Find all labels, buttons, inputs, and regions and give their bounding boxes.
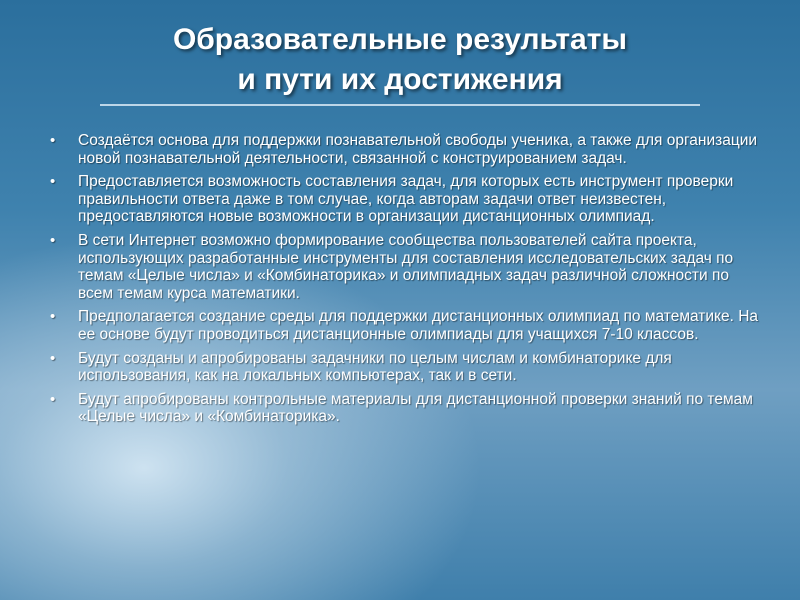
bullet-item	[50, 132, 760, 167]
slide-title-line-1: Образовательные результаты	[172, 23, 628, 56]
bullet-dot-icon: •	[50, 308, 56, 326]
bullet-item	[50, 173, 760, 226]
bullet-dot-icon: •	[50, 173, 56, 191]
bullet-item	[50, 391, 760, 426]
bullet-item	[50, 350, 760, 385]
bullet-text: Создаётся основа для поддержки познавательной свободы ученика, а также для организации новой познавательной деятельности, связанной с конструированием задач.	[78, 132, 758, 167]
slide-title	[100, 20, 700, 100]
title-divider	[100, 104, 700, 106]
bullet-item	[50, 308, 760, 343]
bullet-dot-icon: •	[50, 390, 56, 408]
bullet-text: В сети Интернет возможно формирование сообщества пользователей сайта проекта, использующих разработанные инструменты для составления исследовательских задач по темам «Целые числа» и «Комбинаторика» и олимпиадных задач различной сложности по всем темам курса математики.	[78, 231, 734, 302]
bullet-text: Будут созданы и апробированы задачники по целым числам и комбинаторике для использования, как на локальных компьютерах, так и в сети.	[78, 349, 672, 385]
bullet-list	[50, 132, 760, 432]
bullet-dot-icon: •	[50, 349, 56, 367]
slide-title-line-2: и пути их достижения	[237, 63, 563, 96]
bullet-text: Предполагается создание среды для поддержки дистанционных олимпиад по математике. На ее основе будут проводиться дистанционные олимпиады для учащихся 7-10 классов.	[78, 308, 759, 343]
bullet-text: Предоставляется возможность составления задач, для которых есть инструмент проверки правильности ответа даже в том случае, когда авторам задачи ответ неизвестен, предоставляются новые возможности в организации дистанционных олимпиад.	[78, 173, 734, 226]
bullet-text: Будут апробированы контрольные материалы для дистанционной проверки знаний по темам «Целые числа» и «Комбинаторика».	[78, 390, 753, 426]
bullet-dot-icon: •	[50, 231, 56, 249]
bullet-item	[50, 232, 760, 302]
bullet-dot-icon: •	[50, 132, 56, 149]
